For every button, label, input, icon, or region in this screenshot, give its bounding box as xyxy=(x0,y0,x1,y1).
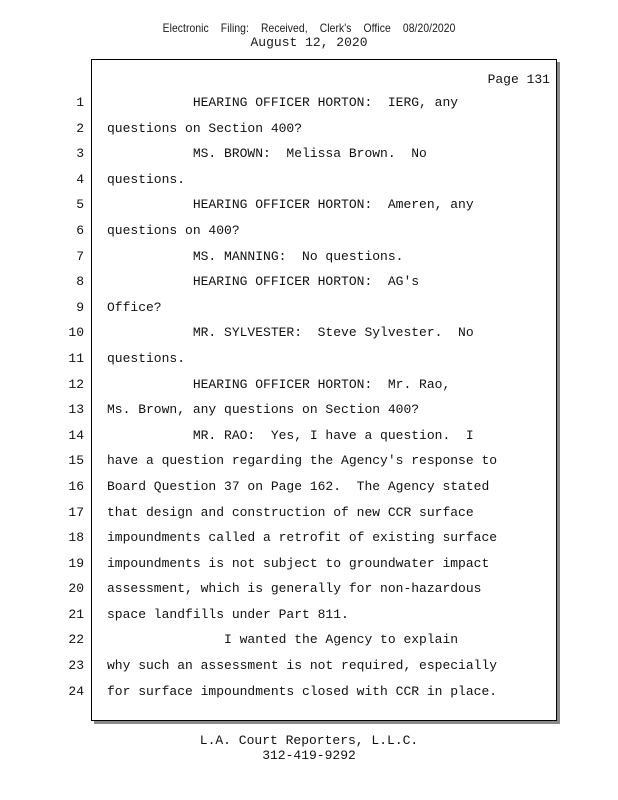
line-text: HEARING OFFICER HORTON: Mr. Rao, xyxy=(107,376,451,392)
line-text: impoundments called a retrofit of existing surface xyxy=(107,530,498,546)
transcript-line xyxy=(0,500,618,526)
line-number: 16 xyxy=(68,478,84,494)
transcript-line xyxy=(0,244,618,270)
transcript-line xyxy=(0,397,618,423)
efiling-stamp-word: Filing: xyxy=(220,21,249,35)
line-number: 10 xyxy=(68,325,84,341)
line-text: questions. xyxy=(107,171,186,187)
efiling-stamp-date: 08/20/2020 xyxy=(402,21,456,35)
line-number: 3 xyxy=(76,146,84,162)
line-number: 8 xyxy=(76,274,84,290)
line-text: MR. RAO: Yes, I have a question. I xyxy=(107,427,474,443)
efiling-stamp-word: Office xyxy=(363,21,391,35)
line-number: 15 xyxy=(68,453,84,469)
line-number: 17 xyxy=(68,504,84,520)
line-text: impoundments is not subject to groundwater impact xyxy=(107,555,490,571)
line-number: 13 xyxy=(68,402,84,418)
line-text: Ms. Brown, any questions on Section 400? xyxy=(107,402,420,418)
line-text: for surface impoundments closed with CCR in place. xyxy=(107,683,498,699)
transcript-line xyxy=(0,679,618,705)
transcript-line xyxy=(0,141,618,167)
transcript-line xyxy=(0,551,618,577)
footer xyxy=(0,733,618,763)
line-text: have a question regarding the Agency's response to xyxy=(107,453,498,469)
line-text: assessment, which is generally for non-hazardous xyxy=(107,581,482,597)
transcript-line xyxy=(0,474,618,500)
line-text: Office? xyxy=(107,299,162,315)
line-text: HEARING OFFICER HORTON: AG's xyxy=(107,274,420,290)
transcript-line xyxy=(0,192,618,218)
line-text: I wanted the Agency to explain xyxy=(107,632,459,648)
line-text: MR. SYLVESTER: Steve Sylvester. No xyxy=(107,325,474,341)
transcript-line xyxy=(0,320,618,346)
efiling-stamp-word: Electronic xyxy=(162,21,209,35)
line-number: 22 xyxy=(68,632,84,648)
transcript-line xyxy=(0,576,618,602)
line-text: why such an assessment is not required, especially xyxy=(107,658,498,674)
transcript-line xyxy=(0,423,618,449)
line-number: 2 xyxy=(76,120,84,136)
line-number: 11 xyxy=(68,350,84,366)
line-number: 4 xyxy=(76,171,84,187)
transcript-line xyxy=(0,448,618,474)
line-text: MS. MANNING: No questions. xyxy=(107,248,404,264)
line-number: 12 xyxy=(68,376,84,392)
line-number: 19 xyxy=(68,555,84,571)
transcript-line xyxy=(0,167,618,193)
line-number: 14 xyxy=(68,427,84,443)
transcript-line xyxy=(0,90,618,116)
transcript-line xyxy=(0,602,618,628)
transcript-line xyxy=(0,346,618,372)
line-text: HEARING OFFICER HORTON: Ameren, any xyxy=(107,197,474,213)
line-number: 6 xyxy=(76,222,84,238)
transcript-line xyxy=(0,295,618,321)
line-number: 9 xyxy=(76,299,84,315)
line-number: 18 xyxy=(68,530,84,546)
transcript-lines xyxy=(0,90,618,704)
transcript-line xyxy=(0,653,618,679)
efiling-stamp xyxy=(43,21,574,35)
line-number: 1 xyxy=(76,95,84,110)
line-text: HEARING OFFICER HORTON: IERG, any xyxy=(107,95,459,110)
transcript-line xyxy=(0,372,618,398)
hearing-date: August 12, 2020 xyxy=(250,35,368,50)
line-text: that design and construction of new CCR surface xyxy=(107,504,474,520)
reporter-phone: 312-419-9292 xyxy=(262,748,356,763)
line-number: 7 xyxy=(76,248,84,264)
line-number: 5 xyxy=(76,197,84,213)
reporter-company: L.A. Court Reporters, L.L.C. xyxy=(199,733,419,748)
line-text: space landfills under Part 811. xyxy=(107,606,349,622)
page-number: Page 131 xyxy=(487,72,550,87)
line-text: Board Question 37 on Page 162. The Agency stated xyxy=(107,478,490,494)
line-text: questions on 400? xyxy=(107,222,240,238)
line-number: 24 xyxy=(68,683,84,699)
line-number: 21 xyxy=(68,606,84,622)
transcript-line xyxy=(0,116,618,142)
line-number: 20 xyxy=(68,581,84,597)
transcript-line xyxy=(0,218,618,244)
line-number: 23 xyxy=(68,658,84,674)
transcript-line xyxy=(0,525,618,551)
transcript-line xyxy=(0,627,618,653)
efiling-stamp-word: Received, xyxy=(260,21,308,35)
line-text: questions on Section 400? xyxy=(107,120,303,136)
line-text: MS. BROWN: Melissa Brown. No xyxy=(107,146,427,162)
line-text: questions. xyxy=(107,350,186,366)
efiling-stamp-word: Clerk's xyxy=(319,21,352,35)
transcript-line xyxy=(0,269,618,295)
